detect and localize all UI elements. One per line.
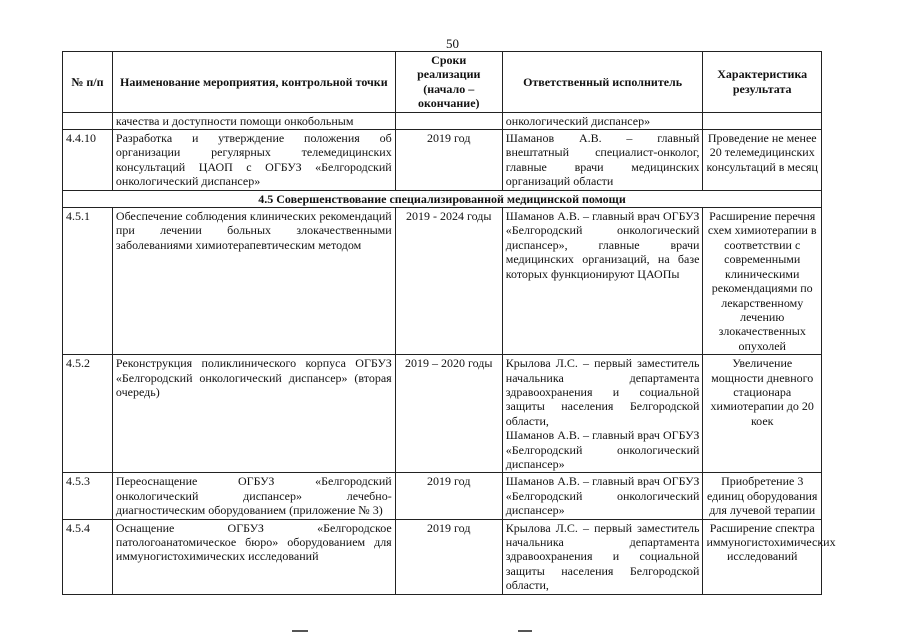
cell-executor: Крылова Л.С. – первый заместитель начальника департамента здравоохранения и социальной защиты населения Белгородской области,: [502, 519, 703, 594]
cell-period: 2019 – 2020 годы: [395, 355, 502, 473]
table-row-4-4-10: [63, 130, 822, 191]
header-number: № п/п: [63, 52, 113, 113]
cell-period: 2019 год: [395, 130, 502, 191]
activities-table: [62, 51, 836, 595]
cell-period: 2019 год: [395, 473, 502, 519]
cell-name: Переоснащение ОГБУЗ «Белгородский онкологический диспансер» лечебно-диагностическим оборудованием (приложение № 3): [112, 473, 395, 519]
cell-name: качества и доступности помощи онкобольным: [112, 112, 395, 129]
cell-name: Реконструкция поликлинического корпуса ОГБУЗ «Белгородский онкологический диспансер» (вторая очередь): [112, 355, 395, 473]
table-row-continuation: [63, 112, 822, 129]
cell-name: Разработка и утверждение положения об организации регулярных телемедицинских консультаций ЦАОП с ОГБУЗ «Белгородский онкологический диспансер»: [112, 130, 395, 191]
header-period: Сроки реализации (начало – окончание): [395, 52, 502, 113]
cell-result: Расширение спектра иммуногистохимических исследований: [703, 519, 822, 594]
cell-executor: онкологический диспансер»: [502, 112, 703, 129]
section-title: 4.5 Совершенствование специализированной медицинской помощи: [63, 190, 822, 207]
cell-result: Расширение перечня схем химиотерапии в соответствии с современными клиническими рекомендациями по лекарственному лечению злокачественных опухолей: [703, 208, 822, 355]
table-row-4-5-2: [63, 355, 822, 473]
cell-number: 4.4.10: [63, 130, 113, 191]
section-row-4-5: [63, 190, 822, 207]
header-result: Характеристика результата: [703, 52, 822, 113]
table-row-4-5-4: [63, 519, 822, 594]
cell-period: 2019 - 2024 годы: [395, 208, 502, 355]
header-executor: Ответственный исполнитель: [502, 52, 703, 113]
cell-number: 4.5.4: [63, 519, 113, 594]
cell-result: Приобретение 3 единиц оборудования для лучевой терапии: [703, 473, 822, 519]
executor-line-2: Шаманов А.В. – главный врач ОГБУЗ «Белгородский онкологический диспансер»: [505, 428, 700, 471]
executor-line-1: Крылова Л.С. – первый заместитель начальника департамента здравоохранения и социальной защиты населения Белгородской области,: [505, 356, 700, 428]
cell-number: [63, 112, 113, 129]
cell-result: [703, 112, 822, 129]
cell-number: 4.5.2: [63, 355, 113, 473]
cell-name: Обеспечение соблюдения клинических рекомендаций при лечении больных злокачественными заболеваниями химиотерапевтическим методом: [112, 208, 395, 355]
scan-artifact: [518, 630, 532, 632]
header-activity-name: Наименование мероприятия, контрольной точки: [112, 52, 395, 113]
cell-period: 2019 год: [395, 519, 502, 594]
cell-executor: Шаманов А.В. – главный внештатный специалист-онколог, главные врачи медицинских организаций области: [502, 130, 703, 191]
table-row-4-5-3: [63, 473, 822, 519]
cell-number: 4.5.3: [63, 473, 113, 519]
cell-number: 4.5.1: [63, 208, 113, 355]
cell-executor: [502, 355, 703, 473]
table-header-row: [63, 52, 822, 113]
cell-executor: Шаманов А.В. – главный врач ОГБУЗ «Белгородский онкологический диспансер»: [502, 473, 703, 519]
cell-result: Увеличение мощности дневного стационара химиотерапии до 20 коек: [703, 355, 822, 473]
table-row-4-5-1: [63, 208, 822, 355]
cell-name: Оснащение ОГБУЗ «Белгородское патологоанатомическое бюро» оборудованием для иммуногистохимических исследований: [112, 519, 395, 594]
cell-period: [395, 112, 502, 129]
cell-result: Проведение не менее 20 телемедицинских консультаций в месяц: [703, 130, 822, 191]
cell-executor: Шаманов А.В. – главный врач ОГБУЗ «Белгородский онкологический диспансер», главные врачи медицинских организаций, на базе которых функционируют ЦАОПы: [502, 208, 703, 355]
scan-artifact: [292, 630, 308, 632]
page-number: 50: [446, 36, 459, 51]
